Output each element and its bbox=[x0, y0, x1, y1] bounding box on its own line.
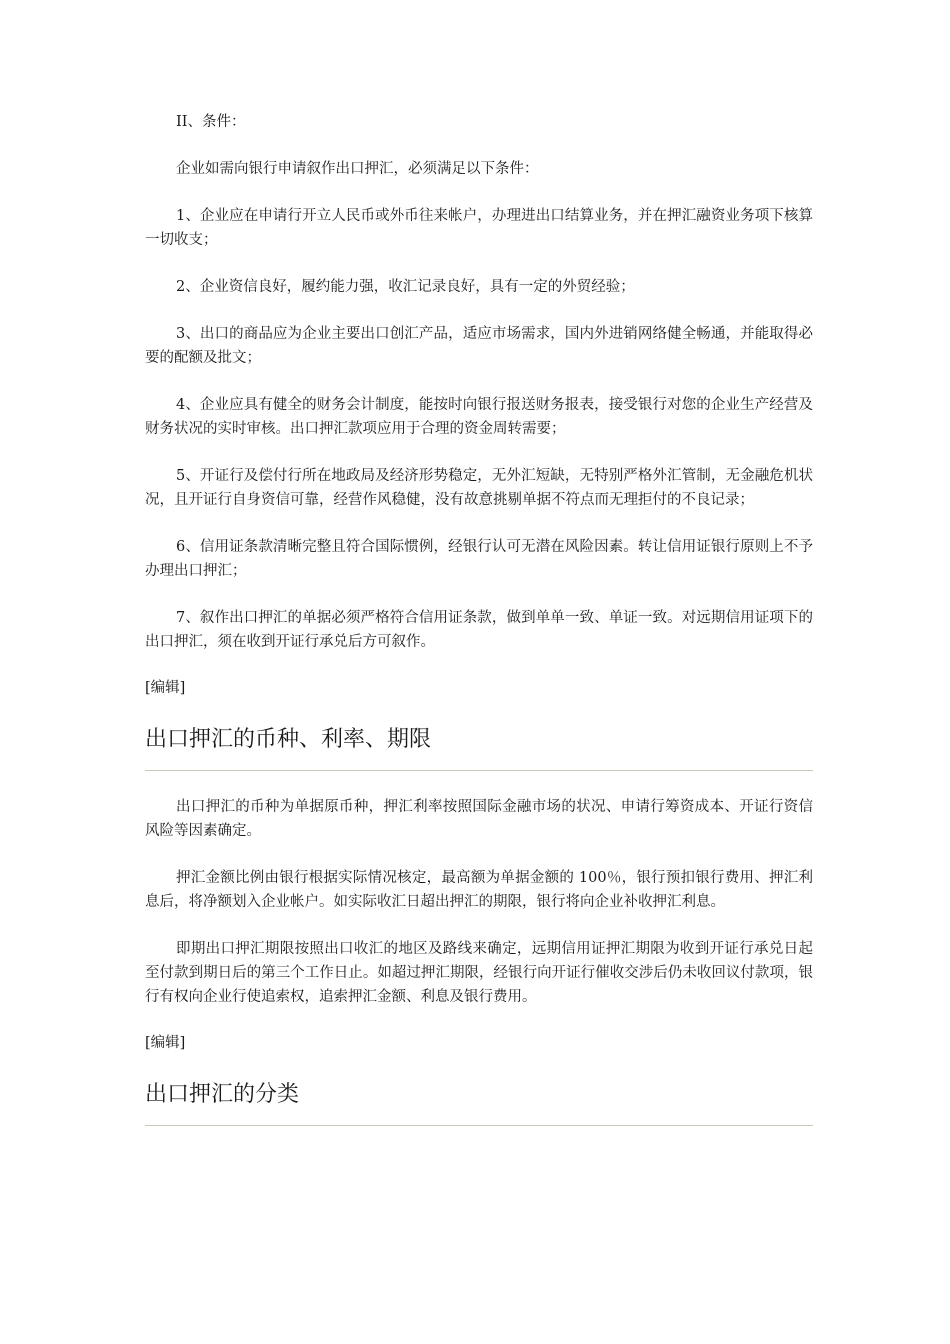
section1-paragraph-7: 5、开证行及偿付行所在地政局及经济形势稳定，无外汇短缺，无特别严格外汇管制，无金融危机状况，且开证行自身资信可靠，经营作风稳健，没有故意挑剔单据不符点而无理拒付的不良记录； bbox=[145, 468, 813, 508]
section1-paragraph-9: 7、叙作出口押汇的单据必须严格符合信用证条款，做到单单一致、单证一致。对远期信用证项下的出口押汇，须在收到开证行承兑后方可叙作。 bbox=[145, 610, 813, 650]
section2-paragraph-1: 出口押汇的币种为单据原币种，押汇利率按照国际金融市场的状况、申请行筹资成本、开证行资信风险等因素确定。 bbox=[145, 799, 813, 839]
section2-paragraph-3: 即期出口押汇期限按照出口收汇的地区及路线来确定，远期信用证押汇期限为收到开证行承兑日起至付款到期日后的第三个工作日止。如超过押汇期限，经银行向开证行催收交涉后仍未收回议付款项，银行有权向企业行使追索权，追索押汇金额、利息及银行费用。 bbox=[145, 941, 813, 1005]
section1-paragraph-3: 1、企业应在申请行开立人民币或外币往来帐户，办理进出口结算业务，并在押汇融资业务项下核算一切收支； bbox=[145, 208, 813, 248]
section2-edit-link[interactable]: [编辑] bbox=[145, 1035, 186, 1051]
section1-paragraph-2: 企业如需向银行申请叙作出口押汇，必须满足以下条件： bbox=[176, 161, 539, 177]
section2-divider bbox=[145, 770, 813, 771]
section1-paragraph-4: 2、企业资信良好，履约能力强，收汇记录良好，具有一定的外贸经验； bbox=[176, 279, 635, 295]
section1-edit-link[interactable]: [编辑] bbox=[145, 680, 186, 696]
document-content bbox=[145, 110, 813, 1126]
section1-paragraph-6: 4、企业应具有健全的财务会计制度，能按时向银行报送财务报表，接受银行对您的企业生产经营及财务状况的实时审核。出口押汇款项应用于合理的资金周转需要； bbox=[145, 397, 813, 437]
section1-paragraph-8: 6、信用证条款清晰完整且符合国际惯例，经银行认可无潜在风险因素。转让信用证银行原则上不予办理出口押汇； bbox=[145, 539, 813, 579]
section2-paragraph-2: 押汇金额比例由银行根据实际情况核定，最高额为单据金额的 100％，银行预扣银行费用、押汇利息后，将净额划入企业帐户。如实际收汇日超出押汇的期限，银行将向企业补收押汇利息。 bbox=[145, 870, 813, 910]
section3-divider bbox=[145, 1125, 813, 1126]
section3-heading: 出口押汇的分类 bbox=[145, 1082, 300, 1107]
section1-paragraph-5: 3、出口的商品应为企业主要出口创汇产品，适应市场需求，国内外进销网络健全畅通，并能取得必要的配额及批文； bbox=[145, 326, 813, 366]
section2-heading: 出口押汇的币种、利率、期限 bbox=[145, 727, 432, 752]
section1-paragraph-1: II、条件： bbox=[176, 114, 246, 130]
